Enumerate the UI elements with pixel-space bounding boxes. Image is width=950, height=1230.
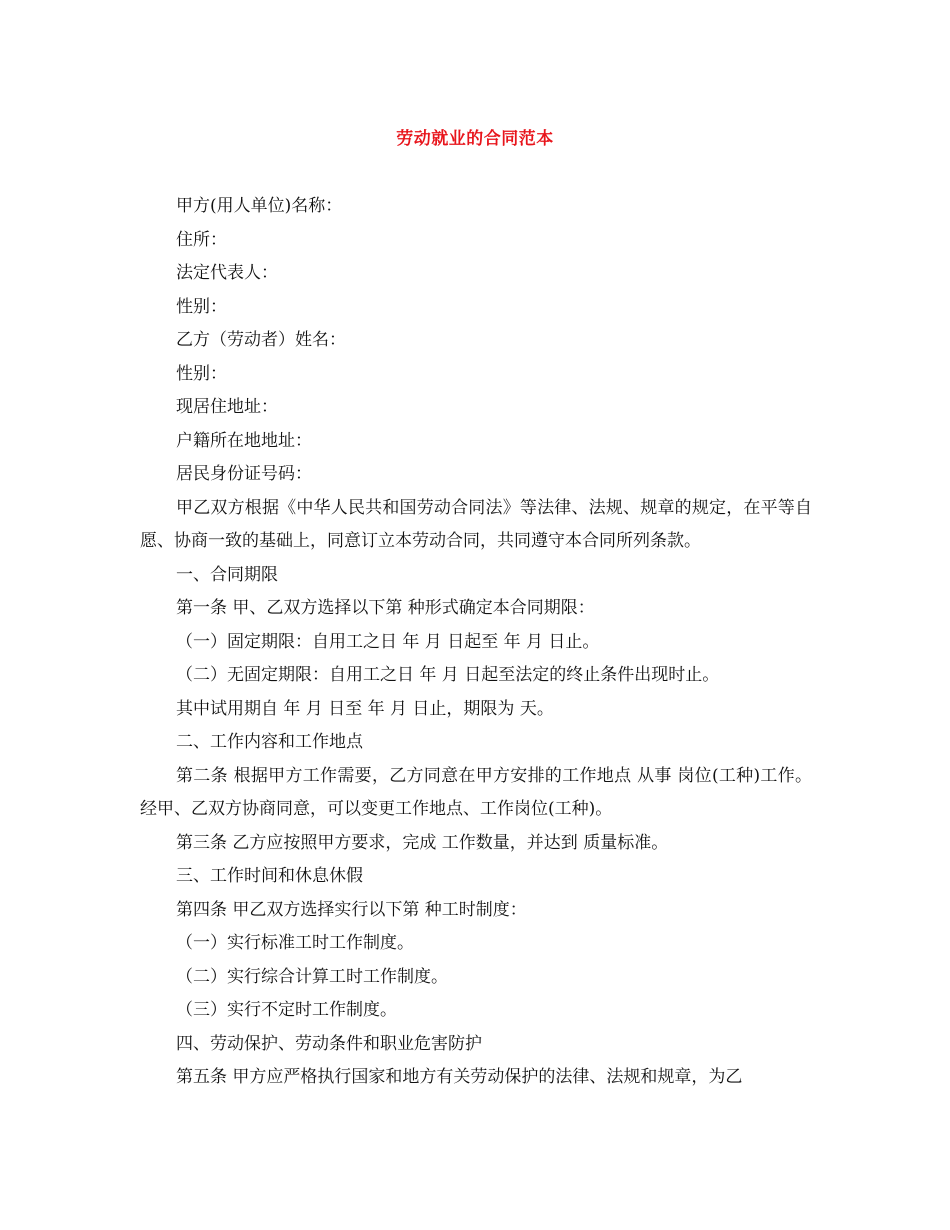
paragraph: 其中试用期自 年 月 日至 年 月 日止，期限为 天。 [176,698,554,719]
section-heading: 四、劳动保护、劳动条件和职业危害防护 [176,1033,482,1054]
paragraph: 住所： [176,229,227,250]
paragraph: 性别： [176,296,227,317]
paragraph: 第四条 甲乙双方选择实行以下第 种工时制度： [176,899,527,920]
paragraph: 户籍所在地地址： [176,430,312,451]
paragraph: 现居住地址： [176,397,278,417]
paragraph: 第一条 甲、乙双方选择以下第 种形式确定本合同期限： [176,598,595,618]
section-heading: 一、合同期限 [176,564,278,585]
section-heading: 三、工作时间和休息休假 [176,866,363,886]
paragraph: 甲方(用人单位)名称： [176,196,343,216]
paragraph: 第五条 甲方应严格执行国家和地方有关劳动保护的法律、法规和规章，为乙 [176,1067,743,1087]
paragraph: （一）固定期限：自用工之日 年 月 日起至 年 月 日止。 [176,631,600,652]
paragraph: 第三条 乙方应按照甲方要求，完成 工作数量，并达到 质量标准。 [176,832,669,853]
document-title: 劳动就业的合同范本 [396,129,554,149]
paragraph: 甲乙双方根据《中华人民共和国劳动合同法》等法律、法规、规章的规定，在平等自愿、协商一致的基础上，同意订立本劳动合同，共同遵守本合同所列条款。 [140,497,812,551]
paragraph: （二）无固定期限：自用工之日 年 月 日起至法定的终止条件出现时止。 [176,665,720,685]
paragraph: （三）实行不定时工作制度。 [176,1000,397,1020]
paragraph: （二）实行综合计算工时工作制度。 [176,966,448,987]
paragraph: 第二条 根据甲方工作需要，乙方同意在甲方安排的工作地点 从事 岗位(工种)工作。经甲、乙双方协商同意，可以变更工作地点、工作岗位(工种)。 [140,765,812,819]
paragraph: 性别： [176,363,227,384]
paragraph: 乙方（劳动者）姓名： [176,330,346,350]
paragraph: 法定代表人： [176,263,278,283]
document-body [140,190,812,1095]
paragraph: 居民身份证号码： [176,464,312,484]
paragraph: （一）实行标准工时工作制度。 [176,933,414,953]
section-heading: 二、工作内容和工作地点 [176,732,363,752]
